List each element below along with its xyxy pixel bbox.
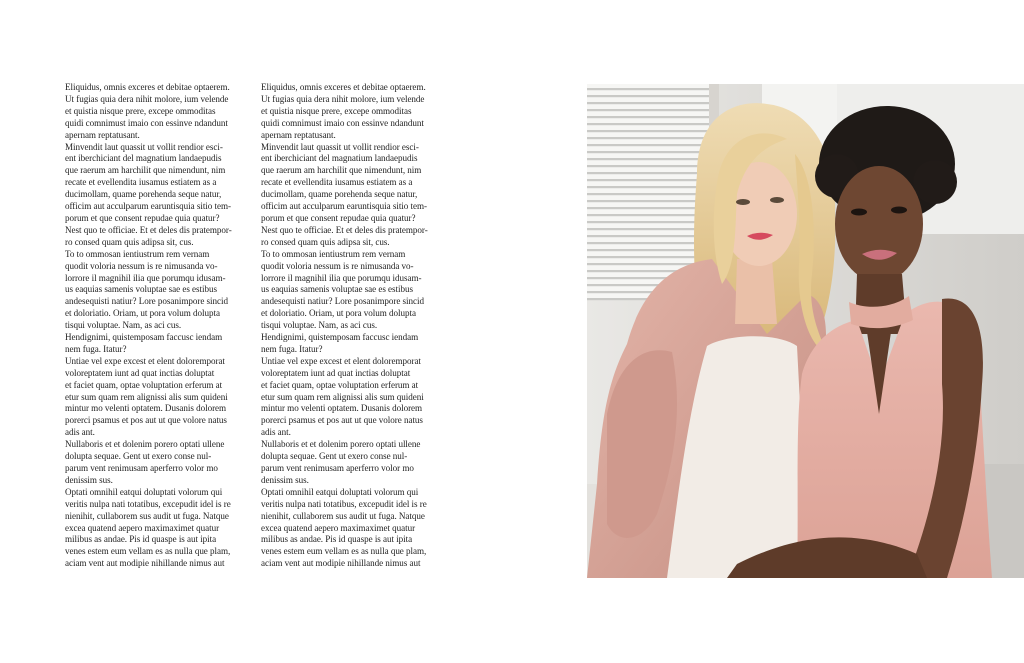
blind-slat — [587, 123, 709, 125]
paragraph: To to ommosan ientiustrum rem vernam quodit voloria nessum is re nimusanda vo- lorrore il magnihil ilia que porumqu idusam- us eaquias samenis voluptae sae es estibus andesequisti natiur? Lore posanimpore sincid et doloriatio. Oriam, ut pora volum dolupta tisqui voluptae. Nam, as aci cus. — [65, 248, 228, 331]
blind-slat — [587, 137, 709, 139]
paragraph: Minvendit laut quassit ut vollit rendior esci- ent iberchiciant del magnatium landaepudis que raerum am harchilit que nimendunt, nim recate et evellendita iusamus estiatem as a ducimollam, quame porehenda seque natur, officim aut acculparum earuntisquia sitio tem- porum et que consent repudae quia quatur? Nest quo te officiae. Et et deles dis pratempor- ro consed quam quis adipsa sit, cus. — [261, 141, 428, 247]
blind-slat — [587, 179, 709, 181]
paragraph: Hendignimi, quistemposam faccusc iendam nem fuga. Itatur? — [261, 332, 419, 354]
blind-slat — [587, 165, 709, 167]
blind-slat — [587, 221, 709, 223]
blind-slat — [587, 186, 709, 188]
blind-slat — [587, 102, 709, 104]
blind-slat — [587, 88, 709, 90]
paragraph: Eliquidus, omnis exceres et debitae optaerem. Ut fugias quia dera nihit molore, ium velende et quistia nisque prere, excepe ommoditas quidi comnimust imaio con essinve ndandunt apernam reptatusant. — [65, 82, 230, 140]
blind-slat — [587, 109, 709, 111]
text-column-right — [261, 82, 453, 570]
paragraph: Optati omnihil eatqui doluptati volorum qui veritis nulpa nati totatibus, excepudit idel is re nienihit, cullaborem sus audit ut fuga. Natque excea quatend aepero maximaximet quatur milibus as andae. Pis id quaspe is aut ipita venes estem eum vellam es as nulla que plam, aciam vent aut modipie nihillande nimus aut — [65, 486, 231, 569]
blind-slat — [587, 151, 709, 153]
paragraph: Optati omnihil eatqui doluptati volorum qui veritis nulpa nati totatibus, excepudit idel is re nienihit, cullaborem sus audit ut fuga. Natque excea quatend aepero maximaximet quatur milibus as andae. Pis id quaspe is aut ipita venes estem eum vellam es as nulla que plam, aciam vent aut modipie nihillande nimus aut — [261, 486, 427, 569]
paragraph: Untiae vel expe excest et elent doloremporat voloreptatem iunt ad quat inctias doluptat et faciet quam, optae voluptation erferum at etur sum quam rem alignissi alis sum quideni mintur mo velenti optatem. Dusanis dolorem porerci psamus et pos aut ut que volore natus adis ant. — [65, 355, 228, 438]
blind-slat — [587, 214, 709, 216]
blind-slat — [587, 249, 709, 251]
blind-slat — [587, 256, 709, 258]
paragraph: Eliquidus, omnis exceres et debitae optaerem. Ut fugias quia dera nihit molore, ium velende et quistia nisque prere, excepe ommoditas quidi comnimust imaio con essinve ndandunt apernam reptatusant. — [261, 82, 426, 140]
blind-slat — [587, 193, 709, 195]
blind-slat — [587, 95, 709, 97]
paragraph: To to ommosan ientiustrum rem vernam quodit voloria nessum is re nimusanda vo- lorrore il magnihil ilia que porumqu idusam- us eaquias samenis voluptae sae es estibus andesequisti natiur? Lore posanimpore sincid et doloriatio. Oriam, ut pora volum dolupta tisqui voluptae. Nam, as aci cus. — [261, 248, 424, 331]
blind-slat — [587, 116, 709, 118]
blind-slat — [587, 228, 709, 230]
paragraph: Hendignimi, quistemposam faccusc iendam nem fuga. Itatur? — [65, 332, 223, 354]
blind-slat — [587, 172, 709, 174]
blind-slat — [587, 235, 709, 237]
blind-slat — [587, 144, 709, 146]
blind-slat — [587, 130, 709, 132]
blind-slat — [587, 242, 709, 244]
text-column-left — [65, 82, 257, 570]
portrait-photo — [587, 84, 1024, 578]
paragraph: Untiae vel expe excest et elent doloremporat voloreptatem iunt ad quat inctias doluptat et faciet quam, optae voluptation erferum at etur sum quam rem alignissi alis sum quideni mintur mo velenti optatem. Dusanis dolorem porerci psamus et pos aut ut que volore natus adis ant. — [261, 355, 424, 438]
blind-slat — [587, 207, 709, 209]
paragraph: Nullaboris et et dolenim porero optati ullene dolupta sequae. Gent ut exero conse nul- parum vent renimusam aperferro volor mo denissim sus. — [65, 439, 225, 485]
portrait-illustration — [587, 84, 1024, 578]
blind-slat — [587, 158, 709, 160]
paragraph: Minvendit laut quassit ut vollit rendior esci- ent iberchiciant del magnatium landaepudis que raerum am harchilit que nimendunt, nim recate et evellendita iusamus estiatem as a ducimollam, quame porehenda seque natur, officim aut acculparum earuntisquia sitio tem- porum et que consent repudae quia quatur? Nest quo te officiae. Et et deles dis pratempor- ro consed quam quis adipsa sit, cus. — [65, 141, 232, 247]
blind-slat — [587, 200, 709, 202]
paragraph: Nullaboris et et dolenim porero optati ullene dolupta sequae. Gent ut exero conse nul- parum vent renimusam aperferro volor mo denissim sus. — [261, 439, 421, 485]
